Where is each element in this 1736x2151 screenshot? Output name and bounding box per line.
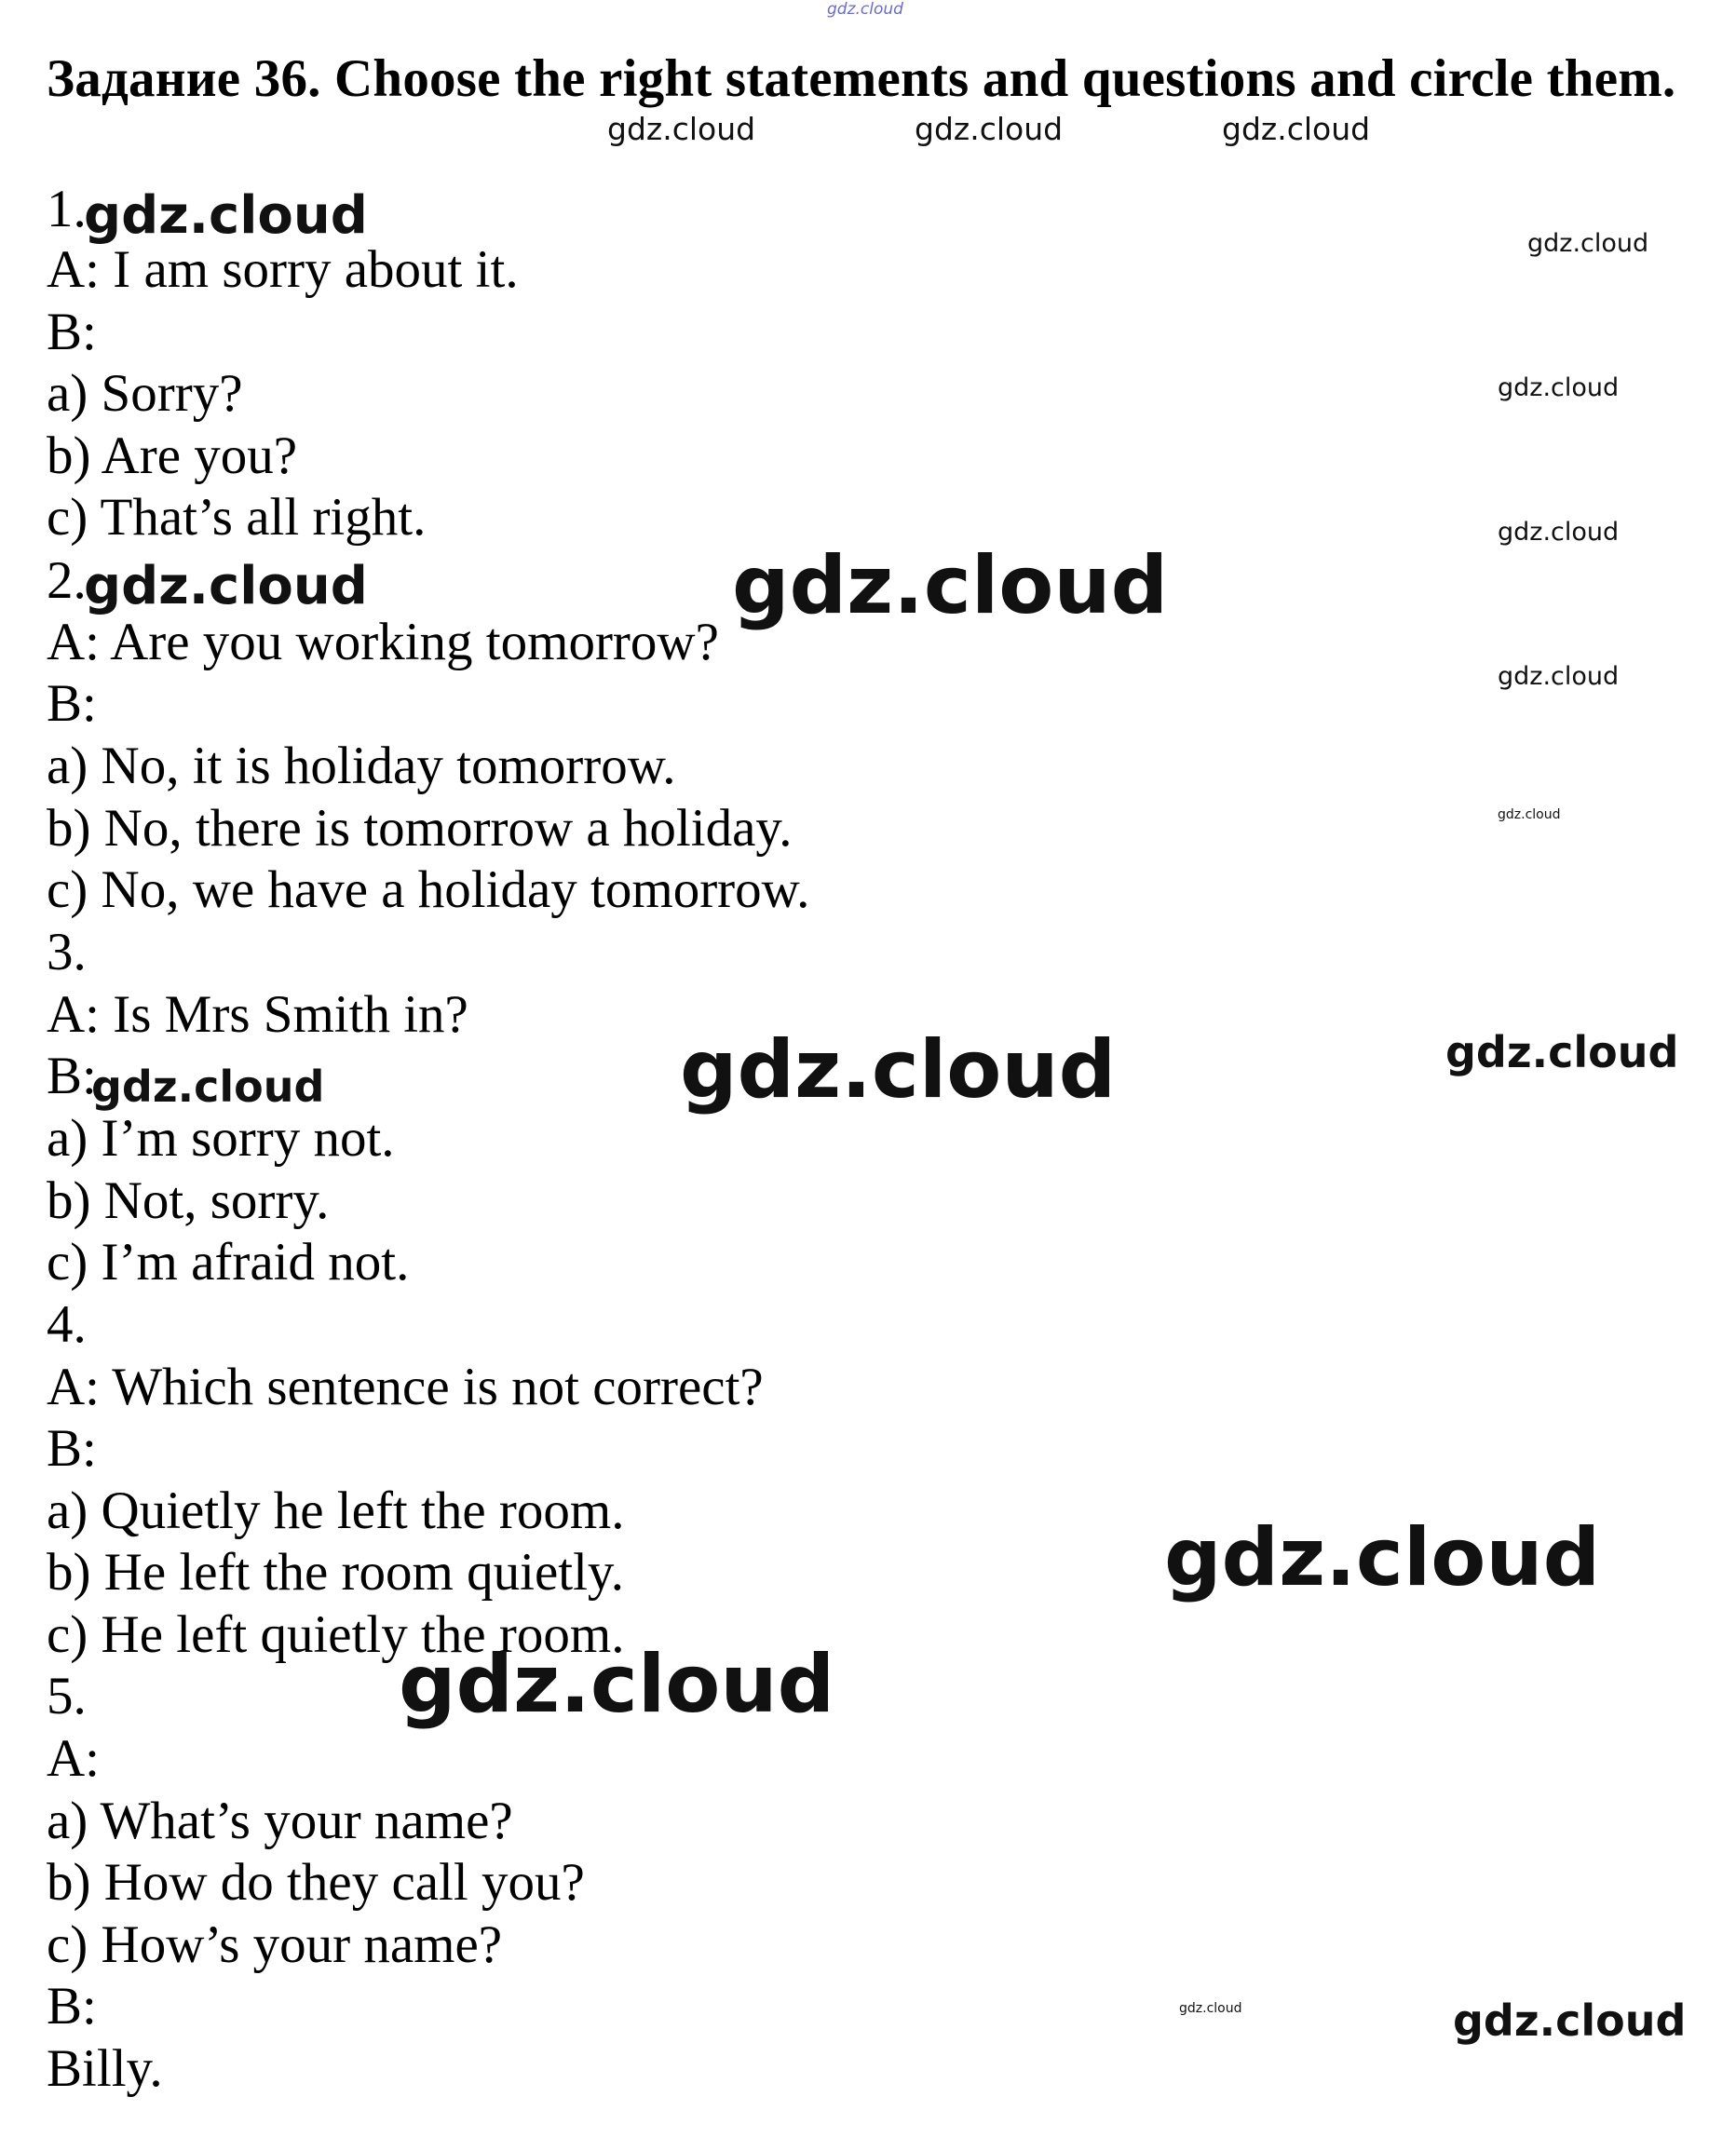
dialogue-line: A: xyxy=(47,1729,100,1788)
item-number-2: 2. xyxy=(47,551,87,610)
answer-option: c) He left quietly the room. xyxy=(47,1605,625,1664)
answer-option: b) How do they call you? xyxy=(47,1853,585,1912)
watermark: gdz.cloud xyxy=(1179,2001,1242,2016)
watermark: gdz.cloud xyxy=(1445,1027,1679,1077)
watermark: gdz.cloud xyxy=(915,111,1064,147)
watermark: gdz.cloud xyxy=(91,1062,325,1112)
watermark: gdz.cloud xyxy=(1164,1511,1601,1604)
answer-option: b) No, there is tomorrow a holiday. xyxy=(47,799,793,858)
page-title: Задание 36. Choose the right statements and questions and circle them. xyxy=(47,49,1676,108)
answer-option: a) What’s your name? xyxy=(47,1792,513,1850)
answer-option: b) Not, sorry. xyxy=(47,1171,330,1230)
watermark: gdz.cloud xyxy=(1498,518,1620,547)
watermark: gdz.cloud xyxy=(84,556,368,616)
watermark: gdz.cloud xyxy=(732,539,1169,632)
answer-option: a) Sorry? xyxy=(47,364,243,423)
dialogue-line: B: xyxy=(47,1977,97,2036)
dialogue-line: A: I am sorry about it. xyxy=(47,240,519,299)
dialogue-line: A: Is Mrs Smith in? xyxy=(47,985,468,1044)
item-number-1: 1. xyxy=(47,180,87,238)
dialogue-line: B: xyxy=(47,303,97,361)
item-number-5: 5. xyxy=(47,1667,87,1725)
watermark: gdz.cloud xyxy=(1527,229,1649,258)
watermark: gdz.cloud xyxy=(607,111,756,147)
item-number-3: 3. xyxy=(47,923,87,981)
answer-option: b) He left the room quietly. xyxy=(47,1543,624,1602)
watermark: gdz.cloud xyxy=(1498,807,1561,822)
dialogue-line: A: Which sentence is not correct? xyxy=(47,1358,764,1416)
answer-option: a) Quietly he left the room. xyxy=(47,1481,625,1540)
watermark: gdz.cloud xyxy=(1498,662,1620,691)
watermark: gdz.cloud xyxy=(84,185,368,246)
answer-option: c) That’s all right. xyxy=(47,488,427,547)
item-number-4: 4. xyxy=(47,1295,87,1354)
answer-option: c) I’m afraid not. xyxy=(47,1233,410,1292)
dialogue-line: B: xyxy=(47,1419,97,1478)
watermark: gdz.cloud xyxy=(1222,111,1371,147)
answer-option: b) Are you? xyxy=(47,426,298,485)
answer-option: c) How’s your name? xyxy=(47,1915,503,1974)
answer-option: a) I’m sorry not. xyxy=(47,1109,395,1168)
dialogue-line: A: Are you working tomorrow? xyxy=(47,613,719,671)
dialogue-line: B: xyxy=(47,674,97,733)
watermark-top: gdz.cloud xyxy=(827,0,903,19)
watermark: gdz.cloud xyxy=(680,1023,1117,1116)
dialogue-line: B: xyxy=(47,1047,97,1105)
watermark: gdz.cloud xyxy=(1453,1995,1687,2046)
watermark: gdz.cloud xyxy=(1498,373,1620,402)
answer-option: a) No, it is holiday tomorrow. xyxy=(47,737,676,795)
watermark: gdz.cloud xyxy=(399,1638,835,1731)
dialogue-line: Billy. xyxy=(47,2039,163,2098)
answer-option: c) No, we have a holiday tomorrow. xyxy=(47,860,810,919)
